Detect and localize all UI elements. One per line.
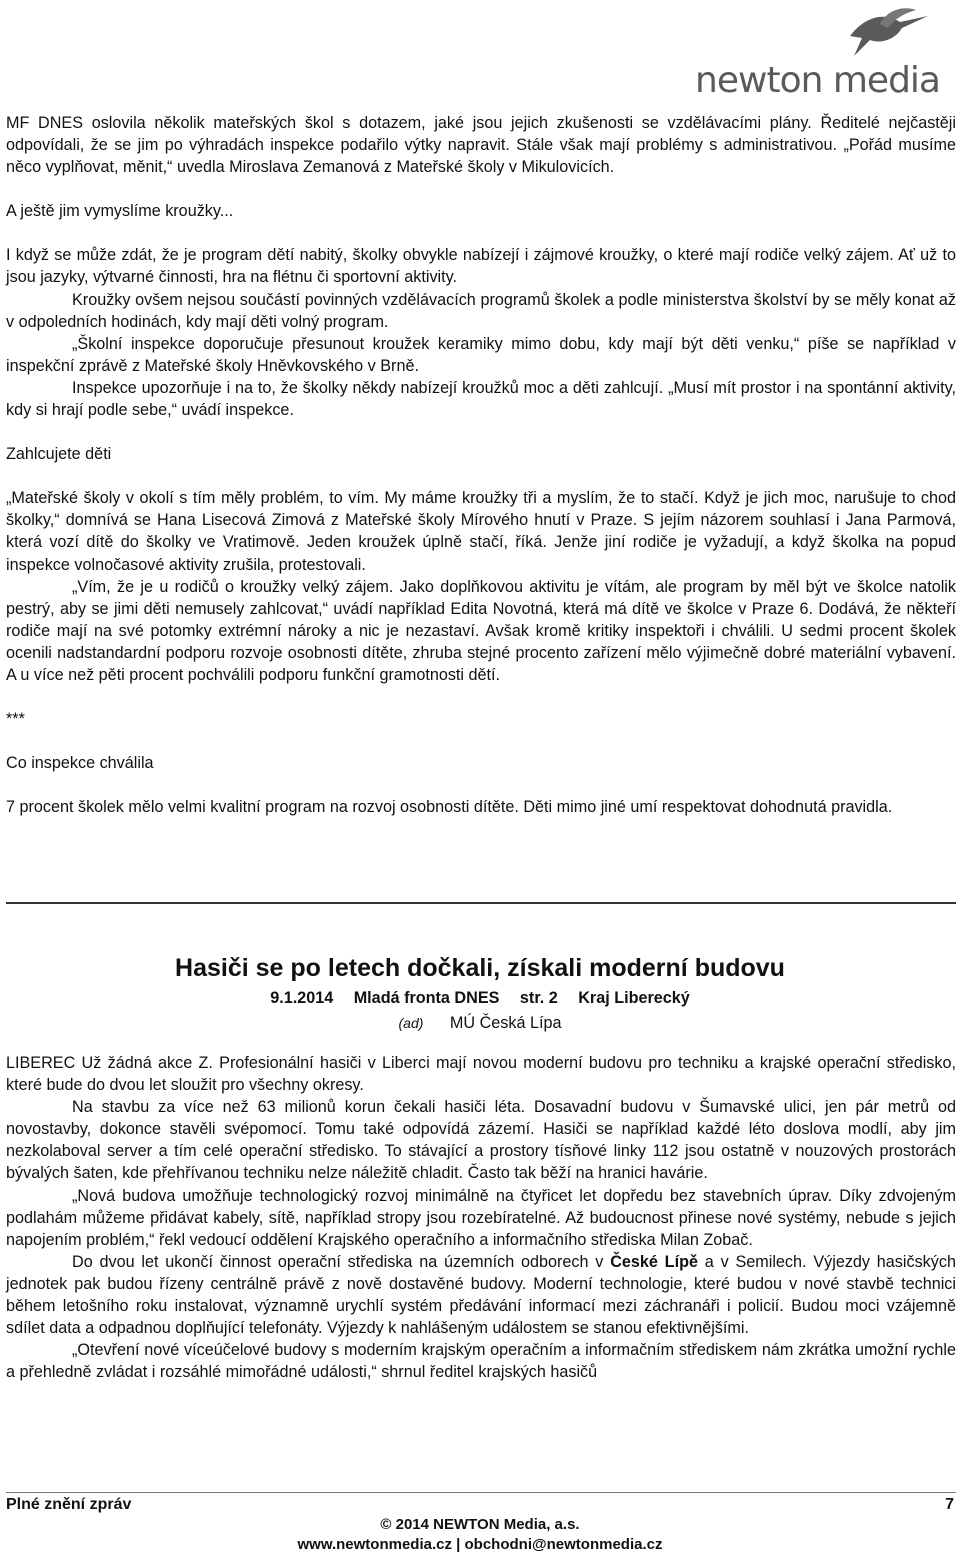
paragraph: „Otevření nové víceúčelové budovy s moderním krajským operačním a informačním střediskem nám zkrátka umožní rychle a přehledně zvládat i rozsáhlé mimořádné události,“ shrnul ředitel krajských hasičů [6,1341,956,1382]
paragraph-text: a v Semilech. [697,1252,807,1271]
footer-divider [6,1492,956,1493]
article-body [6,1052,956,1383]
paragraph-text: Do dvou let ukončí činnost operační střediska na územních odborech v [72,1252,611,1271]
article-header [0,954,960,1033]
paragraph: „Mateřské školy v okolí s tím měly problém, to vím. My máme kroužky tři a myslím, že to stačí. Když je jich moc, narušuje to chod školky,“ domnívá se Hana Lisecová Zimová z Mateřské školy Mírového hnutí v Praze. S jejím názorem souhlasí i Jana Parmová, která vozí dítě do školky ve Vratimově. Jeden kroužek úplně stačí, říká. Jenže jiní rodiče je vyžadují, a když školka na popud inspekce volnočasové aktivity zrušila, protestovali. [6,489,956,574]
article-topic: MÚ Česká Lípa [449,1014,562,1032]
subheading: Zahlcujete děti [6,445,112,464]
section-divider [6,902,956,904]
footer-label: Plné znění zpráv [6,1496,132,1513]
paragraph-text: Výjezdy hasičských jednotek pak budou řízeny centrálně právě z nově dostavěné budovy. Moderní technologie, které budou v nové stavbě technici během letošního roku instalovat, významně urychlí systém předávání informací mezi záchranáři i policií. Budou moci vzájemně sdílet data a odpadnou doplňující telefonáty. Výjezdy k nahlášeným událostem se stanou efektivnějšími. [6,1252,956,1338]
page-number: 7 [945,1496,954,1513]
paragraph: MF DNES oslovila několik mateřských škol s dotazem, jaké jsou jejich zkušenosti se vzdělávacími plány. Ředitelé nejčastěji odpovídali, že se jim po výhradách inspekce podařilo výtky napravit. Stále však mají problémy s administrativou. „Pořád musíme něco vyplňovat, měnit,“ uvedla Miroslava Zemanová z Mateřské školy v Mikulovicích. [6,114,956,177]
subheading: A ještě jim vymyslíme kroužky... [6,202,234,221]
subheading: Co inspekce chválila [6,754,154,773]
paragraph [6,1251,956,1339]
footer-separator: | [451,1536,465,1553]
article-author: (ad) [398,1015,424,1031]
paragraph: „Vím, že je u rodičů o kroužky velký zájem. Jako doplňkovou aktivitu je vítám, ale program by měl být ve školce natolik pestrý, aby se jimi děti nemusely zahlcovat,“ uvádí například Edita Novotná, která má dítě ve školce v Praze 6. Dodává, že někteří rodiče mají na své potomky extrémní nároky a nic je nezastaví. Avšak kromě kritiky inspektoři i chválili. U sedmi procent školek ocenili nadstandardní podporu rozvoje osobnosti dítěte, zhruba stejné procento zařízení mělo výjimečně dobré materiální vybavení. A u více než pěti procent pochválili podporu funkční gramotnosti dětí. [6,577,956,684]
paragraph: 7 procent školek mělo velmi kvalitní program na rozvoj osobnosti dítěte. Děti mimo jiné umí respektovat dohodnutá pravidla. [6,798,893,817]
paragraph: „Nová budova umožňuje technologický rozvoj minimálně na čtyřicet let dopředu bez stavebních úprav. Díky zdvojeným podlahám můžeme přidávat kabely, sítě, například stropy jsou rozebíratelné. Až budoucnost přinese nové systémy, nebude s jejich napojením problém,“ řekl vedoucí oddělení Krajského operačního a informačního střediska Milan Zobač. [6,1186,956,1249]
paragraph: „Školní inspekce doporučuje přesunout kroužek keramiky mimo dobu, kdy mají být děti venku,“ píše se například v inspekční zprávě z Mateřské školy Hněvkovského v Brně. [6,334,956,375]
footer-contacts [0,1536,960,1553]
intro-article-text [6,112,956,818]
website-link[interactable]: www.newtonmedia.cz [297,1536,452,1553]
article-title: Hasiči se po letech dočkali, získali moderní budovu [175,954,785,982]
newton-media-logo [695,6,940,101]
paragraph: Inspekce upozorňuje i na to, že školky někdy nabízejí kroužků moc a děti zahlcují. „Musí mít prostor i na spontánní aktivity, kdy si hrají podle sebe,“ uvádí inspekce. [6,378,956,420]
hummingbird-icon [840,6,930,62]
article-date: 9.1.2014 [270,989,334,1007]
article-page: str. 2 [519,989,558,1007]
article-meta [0,989,960,1008]
article-source: Mladá fronta DNES [353,989,500,1007]
logo-text: newton media [695,60,940,101]
footer-copyright: © 2014 NEWTON Media, a.s. [380,1516,580,1533]
separator-stars: *** [6,710,25,729]
paragraph: LIBEREC Už žádná akce Z. Profesionální hasiči v Liberci mají novou moderní budovu pro techniku a krajské operační středisko, které bude do dvou let sloužit pro všechny okresy. [6,1054,956,1095]
paragraph: Na stavbu za více než 63 milionů korun čekali hasiči léta. Dosavadní budovu v Šumavské ulici, jen pár metrů od novostavby, dokonce stavěli svépomocí. Tomu také odpovídá zázemí. Hasiči se například každé léto doslova modlí, aby jim nezkolaboval server a tím celé operační středisko. To stávající a prostory tísňové linky 112 jsou ostatně v nouzových prostorách bývalých šaten, kde přehřívanou techniku nelze náležitě chladit. Často tak běží na hranici havárie. [6,1098,956,1183]
email-link[interactable]: obchodni@newtonmedia.cz [464,1536,663,1553]
article-byline [0,1014,960,1033]
article-section: Kraj Liberecký [578,989,690,1007]
paragraph: Kroužky ovšem nejsou součástí povinných vzdělávacích programů školek a podle ministerstva školství by se měly konat až v odpoledních hodinách, kdy mají děti volný program. [6,290,956,331]
place-name: České Lípě [610,1252,698,1271]
paragraph: I když se může zdát, že je program dětí nabitý, školky obvykle nabízejí i zájmové kroužky, o které mají rodiče velký zájem. Ať už to jsou jazyky, výtvarné činnosti, hra na flétnu či sportovní aktivity. [6,246,956,287]
